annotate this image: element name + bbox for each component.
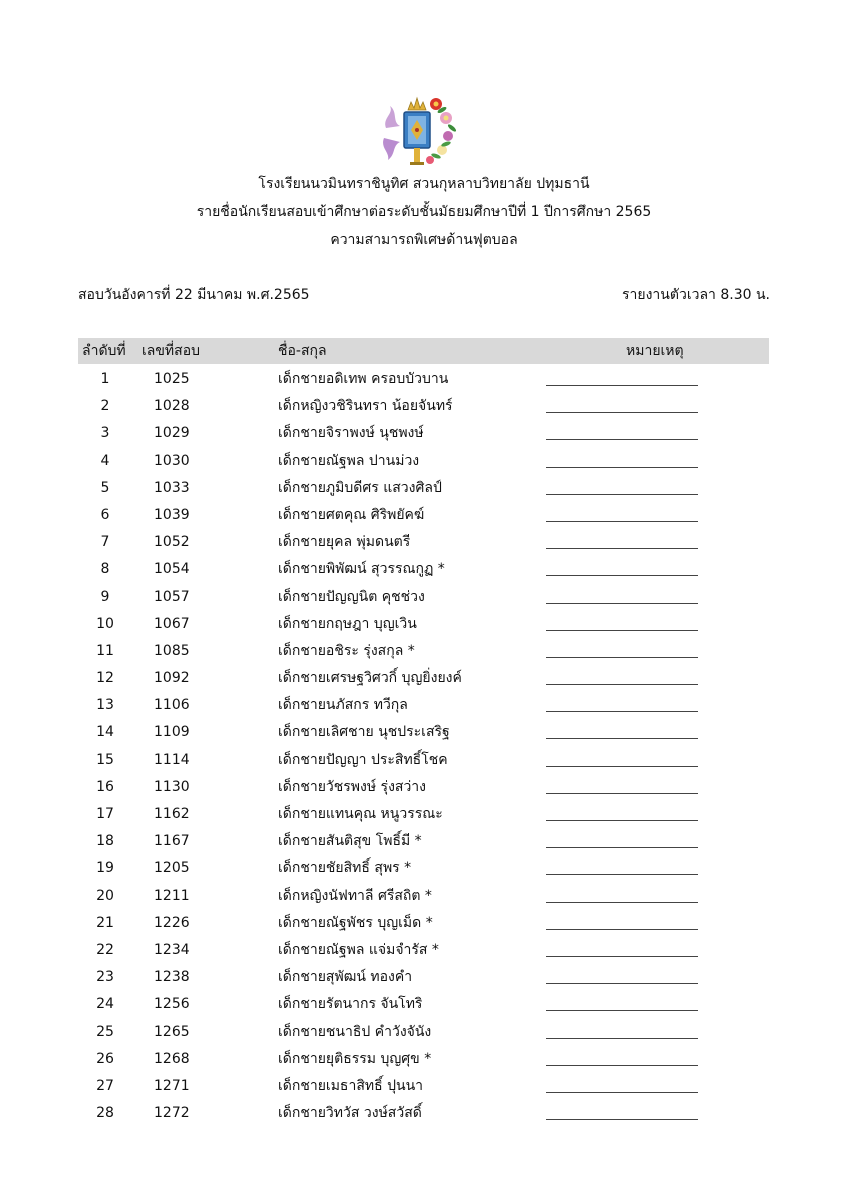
row-exam-id: 1130 — [154, 778, 190, 795]
row-note-line — [546, 820, 698, 821]
row-note-line — [546, 902, 698, 903]
row-number: 9 — [100, 588, 110, 605]
row-exam-id: 1238 — [154, 969, 190, 986]
list-title: รายชื่อนักเรียนสอบเข้าศึกษาต่อระดับชั้นมัธยมศึกษาปีที่ 1 ปีการศึกษา 2565 — [196, 204, 652, 220]
row-student-name: เด็กชายวัชรพงษ์ รุ่งสว่าง — [278, 778, 427, 795]
table-row — [78, 719, 769, 746]
program-name: ความสามารถพิเศษด้านฟุตบอล — [330, 232, 518, 248]
row-note-line — [546, 929, 698, 930]
row-exam-id: 1234 — [154, 941, 190, 958]
table-row — [78, 420, 769, 447]
table-row — [78, 991, 769, 1018]
row-student-name: เด็กชายยุติธรรม บุญศุข * — [278, 1050, 432, 1067]
header-note: หมายเหตุ — [626, 343, 684, 359]
row-number: 18 — [96, 833, 114, 850]
table-row — [78, 1100, 769, 1127]
row-number: 22 — [96, 941, 114, 958]
report-time: รายงานตัวเวลา 8.30 น. — [622, 287, 770, 303]
table-row — [78, 883, 769, 910]
row-student-name: เด็กชายปัญญนิต คุชช่วง — [278, 588, 425, 605]
row-number: 17 — [96, 806, 114, 822]
row-number: 19 — [96, 860, 114, 877]
row-exam-id: 1039 — [154, 506, 190, 523]
row-number: 26 — [96, 1050, 114, 1067]
row-note-line — [546, 1038, 698, 1039]
row-exam-id: 1211 — [154, 887, 190, 904]
table-row — [78, 828, 769, 855]
row-exam-id: 1271 — [154, 1077, 190, 1094]
row-student-name: เด็กชายเศรษฐวิศวกิ์ บุญยิ่งยงค์ — [278, 670, 462, 687]
row-note-line — [546, 603, 698, 604]
row-exam-id: 1054 — [154, 561, 190, 578]
table-row — [78, 556, 769, 583]
row-student-name: เด็กหญิงวชิรินทรา น้อยจันทร์ — [278, 398, 453, 415]
row-number: 13 — [96, 697, 114, 714]
table-row — [78, 638, 769, 665]
table-row — [78, 692, 769, 719]
row-note-line — [546, 793, 698, 794]
header-number: ลำดับที่ — [82, 343, 126, 359]
table-row — [78, 964, 769, 991]
row-exam-id: 1268 — [154, 1050, 190, 1067]
row-note-line — [546, 439, 698, 440]
row-number: 20 — [96, 887, 114, 904]
row-number: 14 — [96, 724, 114, 741]
table-row — [78, 502, 769, 529]
header-name: ชื่อ-สกุล — [278, 343, 327, 359]
row-note-line — [546, 521, 698, 522]
row-note-line — [546, 983, 698, 984]
table-row — [78, 1073, 769, 1100]
row-number: 27 — [96, 1077, 114, 1094]
table-row — [78, 475, 769, 502]
row-note-line — [546, 1119, 698, 1120]
row-number: 23 — [96, 969, 114, 986]
row-number: 15 — [96, 751, 114, 768]
row-number: 24 — [96, 996, 114, 1013]
row-student-name: เด็กชายเมธาสิทธิ์ ปุนนา — [278, 1077, 423, 1094]
row-student-name: เด็กชายชัยสิทธิ์ สุพร * — [278, 860, 412, 877]
row-note-line — [546, 1092, 698, 1093]
row-student-name: เด็กชายภูมิบดีศร แสวงศิลป์ — [278, 479, 442, 496]
row-note-line — [546, 684, 698, 685]
row-note-line — [546, 575, 698, 576]
row-note-line — [546, 385, 698, 386]
table-row — [78, 747, 769, 774]
row-student-name: เด็กชายปัญญา ประสิทธิ์โชค — [278, 751, 448, 768]
row-exam-id: 1109 — [154, 724, 190, 741]
row-student-name: เด็กชายนภัสกร ทวีกุล — [278, 697, 408, 714]
row-number: 5 — [100, 479, 110, 496]
row-student-name: เด็กชายวิทวัส วงษ์สวัสดิ์ — [278, 1105, 422, 1122]
row-exam-id: 1162 — [154, 806, 190, 822]
row-number: 7 — [100, 534, 110, 551]
table-row — [78, 611, 769, 638]
row-student-name: เด็กชายณัฐพล แจ่มจำรัส * — [278, 941, 439, 958]
row-exam-id: 1226 — [154, 914, 190, 931]
row-exam-id: 1067 — [154, 615, 190, 632]
table-row — [78, 774, 769, 801]
table-row — [78, 665, 769, 692]
row-exam-id: 1092 — [154, 670, 190, 687]
table-row — [78, 448, 769, 475]
row-number: 12 — [96, 670, 114, 687]
row-note-line — [546, 1065, 698, 1066]
row-student-name: เด็กชายอดิเทพ ครอบบัวบาน — [278, 371, 449, 387]
table-row — [78, 393, 769, 420]
table-row — [78, 584, 769, 611]
row-number: 21 — [96, 914, 114, 931]
row-note-line — [546, 956, 698, 957]
row-student-name: เด็กชายสันติสุข โพธิ์มี * — [278, 833, 422, 850]
row-student-name: เด็กหญิงนัฟทาลี ศรีสถิต * — [278, 887, 432, 904]
school-emblem-logo — [380, 88, 460, 170]
exam-date: สอบวันอังคารที่ 22 มีนาคม พ.ศ.2565 — [78, 287, 310, 303]
row-note-line — [546, 412, 698, 413]
row-student-name: เด็กชายกฤษฎา บุญเวิน — [278, 615, 417, 632]
table-row — [78, 1019, 769, 1046]
row-note-line — [546, 657, 698, 658]
row-exam-id: 1167 — [154, 833, 190, 850]
row-student-name: เด็กชายยุคล พุ่มดนตรี — [278, 534, 411, 551]
table-row — [78, 937, 769, 964]
row-exam-id: 1085 — [154, 642, 190, 659]
row-student-name: เด็กชายชนาธิป คำวังจันัง — [278, 1023, 432, 1040]
row-note-line — [546, 494, 698, 495]
row-student-name: เด็กชายณัฐพัชร บุญเม็ด * — [278, 914, 433, 931]
table-row — [78, 855, 769, 882]
row-exam-id: 1114 — [154, 751, 190, 768]
row-exam-id: 1256 — [154, 996, 190, 1013]
table-row — [78, 529, 769, 556]
row-number: 6 — [100, 506, 110, 523]
row-student-name: เด็กชายสุพัฒน์ ทองคำ — [278, 969, 413, 986]
row-exam-id: 1106 — [154, 697, 190, 714]
row-student-name: เด็กชายจิราพงษ์ นุชพงษ์ — [278, 425, 424, 442]
row-exam-id: 1272 — [154, 1105, 190, 1122]
row-exam-id: 1265 — [154, 1023, 190, 1040]
table-row — [78, 1046, 769, 1073]
row-student-name: เด็กชายเลิศชาย นุชประเสริฐ — [278, 724, 450, 741]
row-student-name: เด็กชายพิพัฒน์ สุวรรณกูฏ * — [278, 561, 445, 578]
table-row — [78, 910, 769, 937]
school-name: โรงเรียนนวมินทราชินูทิศ สวนกุหลาบวิทยาลัย ปทุมธานี — [258, 176, 590, 192]
row-number: 2 — [100, 398, 110, 415]
table-row — [78, 366, 769, 393]
row-exam-id: 1052 — [154, 534, 190, 551]
row-exam-id: 1025 — [154, 371, 190, 387]
row-student-name: เด็กชายรัตนากร จันโทริ — [278, 996, 423, 1013]
row-note-line — [546, 874, 698, 875]
row-number: 10 — [96, 615, 114, 632]
row-number: 11 — [96, 642, 114, 659]
row-student-name: เด็กชายแทนคุณ หนูวรรณะ — [278, 806, 443, 822]
row-number: 28 — [96, 1105, 114, 1122]
row-note-line — [546, 711, 698, 712]
row-number: 4 — [100, 452, 110, 469]
row-exam-id: 1205 — [154, 860, 190, 877]
row-note-line — [546, 630, 698, 631]
row-number: 25 — [96, 1023, 114, 1040]
row-exam-id: 1033 — [154, 479, 190, 496]
row-number: 16 — [96, 778, 114, 795]
row-exam-id: 1029 — [154, 425, 190, 442]
student-list — [78, 366, 769, 1127]
row-note-line — [546, 738, 698, 739]
row-number: 1 — [100, 371, 110, 387]
row-exam-id: 1057 — [154, 588, 190, 605]
row-note-line — [546, 847, 698, 848]
row-number: 3 — [100, 425, 110, 442]
table-header — [78, 338, 769, 364]
row-student-name: เด็กชายอชิระ รุ่งสกุล * — [278, 642, 415, 659]
row-exam-id: 1030 — [154, 452, 190, 469]
row-note-line — [546, 548, 698, 549]
row-number: 8 — [100, 561, 110, 578]
row-exam-id: 1028 — [154, 398, 190, 415]
table-row — [78, 801, 769, 828]
row-student-name: เด็กชายศตคุณ ศิริพยัคฆ์ — [278, 506, 425, 523]
row-note-line — [546, 1010, 698, 1011]
row-note-line — [546, 467, 698, 468]
row-student-name: เด็กชายณัฐพล ปานม่วง — [278, 452, 420, 469]
header-exam-id: เลขที่สอบ — [142, 343, 201, 359]
row-note-line — [546, 766, 698, 767]
